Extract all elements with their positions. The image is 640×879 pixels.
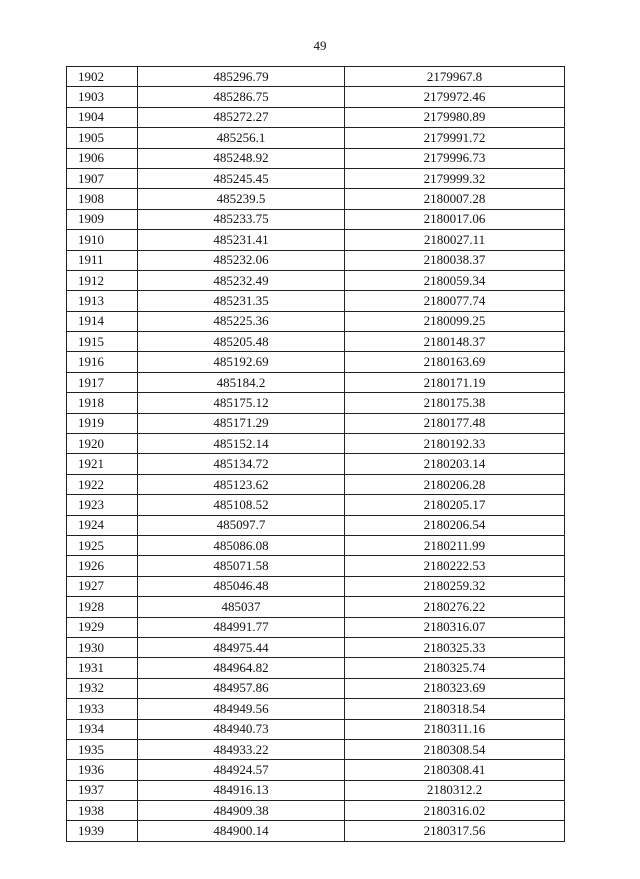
table-row xyxy=(67,67,565,87)
y-coordinate-cell: 2180325.74 xyxy=(345,658,565,678)
x-coordinate-cell: 484900.14 xyxy=(138,821,345,841)
point-number-cell: 1922 xyxy=(67,474,138,494)
table-row xyxy=(67,393,565,413)
point-number-cell: 1932 xyxy=(67,678,138,698)
point-number-cell: 1916 xyxy=(67,352,138,372)
y-coordinate-cell: 2180317.56 xyxy=(345,821,565,841)
y-coordinate-cell: 2180308.41 xyxy=(345,760,565,780)
table-row xyxy=(67,332,565,352)
table-row xyxy=(67,556,565,576)
y-coordinate-cell: 2180323.69 xyxy=(345,678,565,698)
point-number-cell: 1931 xyxy=(67,658,138,678)
x-coordinate-cell: 485134.72 xyxy=(138,454,345,474)
x-coordinate-cell: 484949.56 xyxy=(138,699,345,719)
point-number-cell: 1904 xyxy=(67,107,138,127)
point-number-cell: 1934 xyxy=(67,719,138,739)
table-row xyxy=(67,413,565,433)
table-row xyxy=(67,230,565,250)
y-coordinate-cell: 2180206.54 xyxy=(345,515,565,535)
x-coordinate-cell: 485086.08 xyxy=(138,535,345,555)
y-coordinate-cell: 2180017.06 xyxy=(345,209,565,229)
table-row xyxy=(67,678,565,698)
x-coordinate-cell: 484933.22 xyxy=(138,739,345,759)
table-row xyxy=(67,780,565,800)
table-row xyxy=(67,576,565,596)
x-coordinate-cell: 484957.86 xyxy=(138,678,345,698)
y-coordinate-cell: 2180311.16 xyxy=(345,719,565,739)
y-coordinate-cell: 2179972.46 xyxy=(345,87,565,107)
page-number: 49 xyxy=(313,38,327,53)
y-coordinate-cell: 2180038.37 xyxy=(345,250,565,270)
x-coordinate-cell: 485239.5 xyxy=(138,189,345,209)
y-coordinate-cell: 2180316.07 xyxy=(345,617,565,637)
x-coordinate-cell: 485171.29 xyxy=(138,413,345,433)
y-coordinate-cell: 2179991.72 xyxy=(345,128,565,148)
x-coordinate-cell: 485245.45 xyxy=(138,168,345,188)
point-number-cell: 1937 xyxy=(67,780,138,800)
x-coordinate-cell: 484916.13 xyxy=(138,780,345,800)
table-row xyxy=(67,760,565,780)
table-row xyxy=(67,821,565,841)
point-number-cell: 1927 xyxy=(67,576,138,596)
x-coordinate-cell: 485097.7 xyxy=(138,515,345,535)
table-row xyxy=(67,617,565,637)
table-row xyxy=(67,739,565,759)
table-row xyxy=(67,189,565,209)
y-coordinate-cell: 2180077.74 xyxy=(345,291,565,311)
y-coordinate-cell: 2180211.99 xyxy=(345,535,565,555)
table-row xyxy=(67,699,565,719)
x-coordinate-cell: 484975.44 xyxy=(138,637,345,657)
x-coordinate-cell: 485296.79 xyxy=(138,67,345,87)
x-coordinate-cell: 485152.14 xyxy=(138,434,345,454)
y-coordinate-cell: 2180171.19 xyxy=(345,372,565,392)
x-coordinate-cell: 485231.41 xyxy=(138,230,345,250)
x-coordinate-cell: 485256.1 xyxy=(138,128,345,148)
table-row xyxy=(67,148,565,168)
y-coordinate-cell: 2179967.8 xyxy=(345,67,565,87)
y-coordinate-cell: 2180206.28 xyxy=(345,474,565,494)
table-row xyxy=(67,801,565,821)
point-number-cell: 1911 xyxy=(67,250,138,270)
y-coordinate-cell: 2180027.11 xyxy=(345,230,565,250)
point-number-cell: 1936 xyxy=(67,760,138,780)
point-number-cell: 1915 xyxy=(67,332,138,352)
point-number-cell: 1923 xyxy=(67,495,138,515)
point-number-cell: 1903 xyxy=(67,87,138,107)
coordinate-table xyxy=(66,66,565,842)
table-row xyxy=(67,372,565,392)
y-coordinate-cell: 2180318.54 xyxy=(345,699,565,719)
point-number-cell: 1933 xyxy=(67,699,138,719)
point-number-cell: 1929 xyxy=(67,617,138,637)
x-coordinate-cell: 485108.52 xyxy=(138,495,345,515)
y-coordinate-cell: 2179999.32 xyxy=(345,168,565,188)
y-coordinate-cell: 2179980.89 xyxy=(345,107,565,127)
point-number-cell: 1930 xyxy=(67,637,138,657)
table-row xyxy=(67,474,565,494)
x-coordinate-cell: 484940.73 xyxy=(138,719,345,739)
point-number-cell: 1928 xyxy=(67,597,138,617)
x-coordinate-cell: 484991.77 xyxy=(138,617,345,637)
table-row xyxy=(67,495,565,515)
table-row xyxy=(67,128,565,148)
table-row xyxy=(67,658,565,678)
point-number-cell: 1938 xyxy=(67,801,138,821)
y-coordinate-cell: 2180312.2 xyxy=(345,780,565,800)
x-coordinate-cell: 485184.2 xyxy=(138,372,345,392)
table-row xyxy=(67,637,565,657)
point-number-cell: 1919 xyxy=(67,413,138,433)
table-row xyxy=(67,352,565,372)
x-coordinate-cell: 485046.48 xyxy=(138,576,345,596)
x-coordinate-cell: 484909.38 xyxy=(138,801,345,821)
x-coordinate-cell: 485232.49 xyxy=(138,270,345,290)
x-coordinate-cell: 485123.62 xyxy=(138,474,345,494)
table-row xyxy=(67,209,565,229)
point-number-cell: 1918 xyxy=(67,393,138,413)
y-coordinate-cell: 2180163.69 xyxy=(345,352,565,372)
point-number-cell: 1925 xyxy=(67,535,138,555)
x-coordinate-cell: 485286.75 xyxy=(138,87,345,107)
table-row xyxy=(67,291,565,311)
y-coordinate-cell: 2180259.32 xyxy=(345,576,565,596)
point-number-cell: 1912 xyxy=(67,270,138,290)
y-coordinate-cell: 2179996.73 xyxy=(345,148,565,168)
point-number-cell: 1917 xyxy=(67,372,138,392)
y-coordinate-cell: 2180177.48 xyxy=(345,413,565,433)
y-coordinate-cell: 2180203.14 xyxy=(345,454,565,474)
y-coordinate-cell: 2180316.02 xyxy=(345,801,565,821)
x-coordinate-cell: 485233.75 xyxy=(138,209,345,229)
x-coordinate-cell: 485248.92 xyxy=(138,148,345,168)
table-row xyxy=(67,515,565,535)
x-coordinate-cell: 485205.48 xyxy=(138,332,345,352)
point-number-cell: 1935 xyxy=(67,739,138,759)
x-coordinate-cell: 485231.35 xyxy=(138,291,345,311)
x-coordinate-cell: 485175.12 xyxy=(138,393,345,413)
x-coordinate-cell: 485192.69 xyxy=(138,352,345,372)
y-coordinate-cell: 2180059.34 xyxy=(345,270,565,290)
y-coordinate-cell: 2180308.54 xyxy=(345,739,565,759)
point-number-cell: 1907 xyxy=(67,168,138,188)
y-coordinate-cell: 2180099.25 xyxy=(345,311,565,331)
table-row xyxy=(67,434,565,454)
point-number-cell: 1910 xyxy=(67,230,138,250)
x-coordinate-cell: 484964.82 xyxy=(138,658,345,678)
x-coordinate-cell: 485037 xyxy=(138,597,345,617)
x-coordinate-cell: 485232.06 xyxy=(138,250,345,270)
table-row xyxy=(67,250,565,270)
point-number-cell: 1908 xyxy=(67,189,138,209)
table-row xyxy=(67,311,565,331)
x-coordinate-cell: 484924.57 xyxy=(138,760,345,780)
point-number-cell: 1924 xyxy=(67,515,138,535)
point-number-cell: 1905 xyxy=(67,128,138,148)
y-coordinate-cell: 2180205.17 xyxy=(345,495,565,515)
table-row xyxy=(67,719,565,739)
point-number-cell: 1902 xyxy=(67,67,138,87)
point-number-cell: 1920 xyxy=(67,434,138,454)
table-row xyxy=(67,168,565,188)
y-coordinate-cell: 2180325.33 xyxy=(345,637,565,657)
x-coordinate-cell: 485225.36 xyxy=(138,311,345,331)
y-coordinate-cell: 2180276.22 xyxy=(345,597,565,617)
table-row xyxy=(67,270,565,290)
table-row xyxy=(67,597,565,617)
table-body xyxy=(67,67,565,842)
point-number-cell: 1921 xyxy=(67,454,138,474)
point-number-cell: 1914 xyxy=(67,311,138,331)
x-coordinate-cell: 485272.27 xyxy=(138,107,345,127)
y-coordinate-cell: 2180148.37 xyxy=(345,332,565,352)
table-row xyxy=(67,535,565,555)
y-coordinate-cell: 2180222.53 xyxy=(345,556,565,576)
point-number-cell: 1926 xyxy=(67,556,138,576)
point-number-cell: 1913 xyxy=(67,291,138,311)
point-number-cell: 1909 xyxy=(67,209,138,229)
table-row xyxy=(67,454,565,474)
x-coordinate-cell: 485071.58 xyxy=(138,556,345,576)
y-coordinate-cell: 2180007.28 xyxy=(345,189,565,209)
table-row xyxy=(67,107,565,127)
table-row xyxy=(67,87,565,107)
y-coordinate-cell: 2180175.38 xyxy=(345,393,565,413)
point-number-cell: 1939 xyxy=(67,821,138,841)
point-number-cell: 1906 xyxy=(67,148,138,168)
y-coordinate-cell: 2180192.33 xyxy=(345,434,565,454)
